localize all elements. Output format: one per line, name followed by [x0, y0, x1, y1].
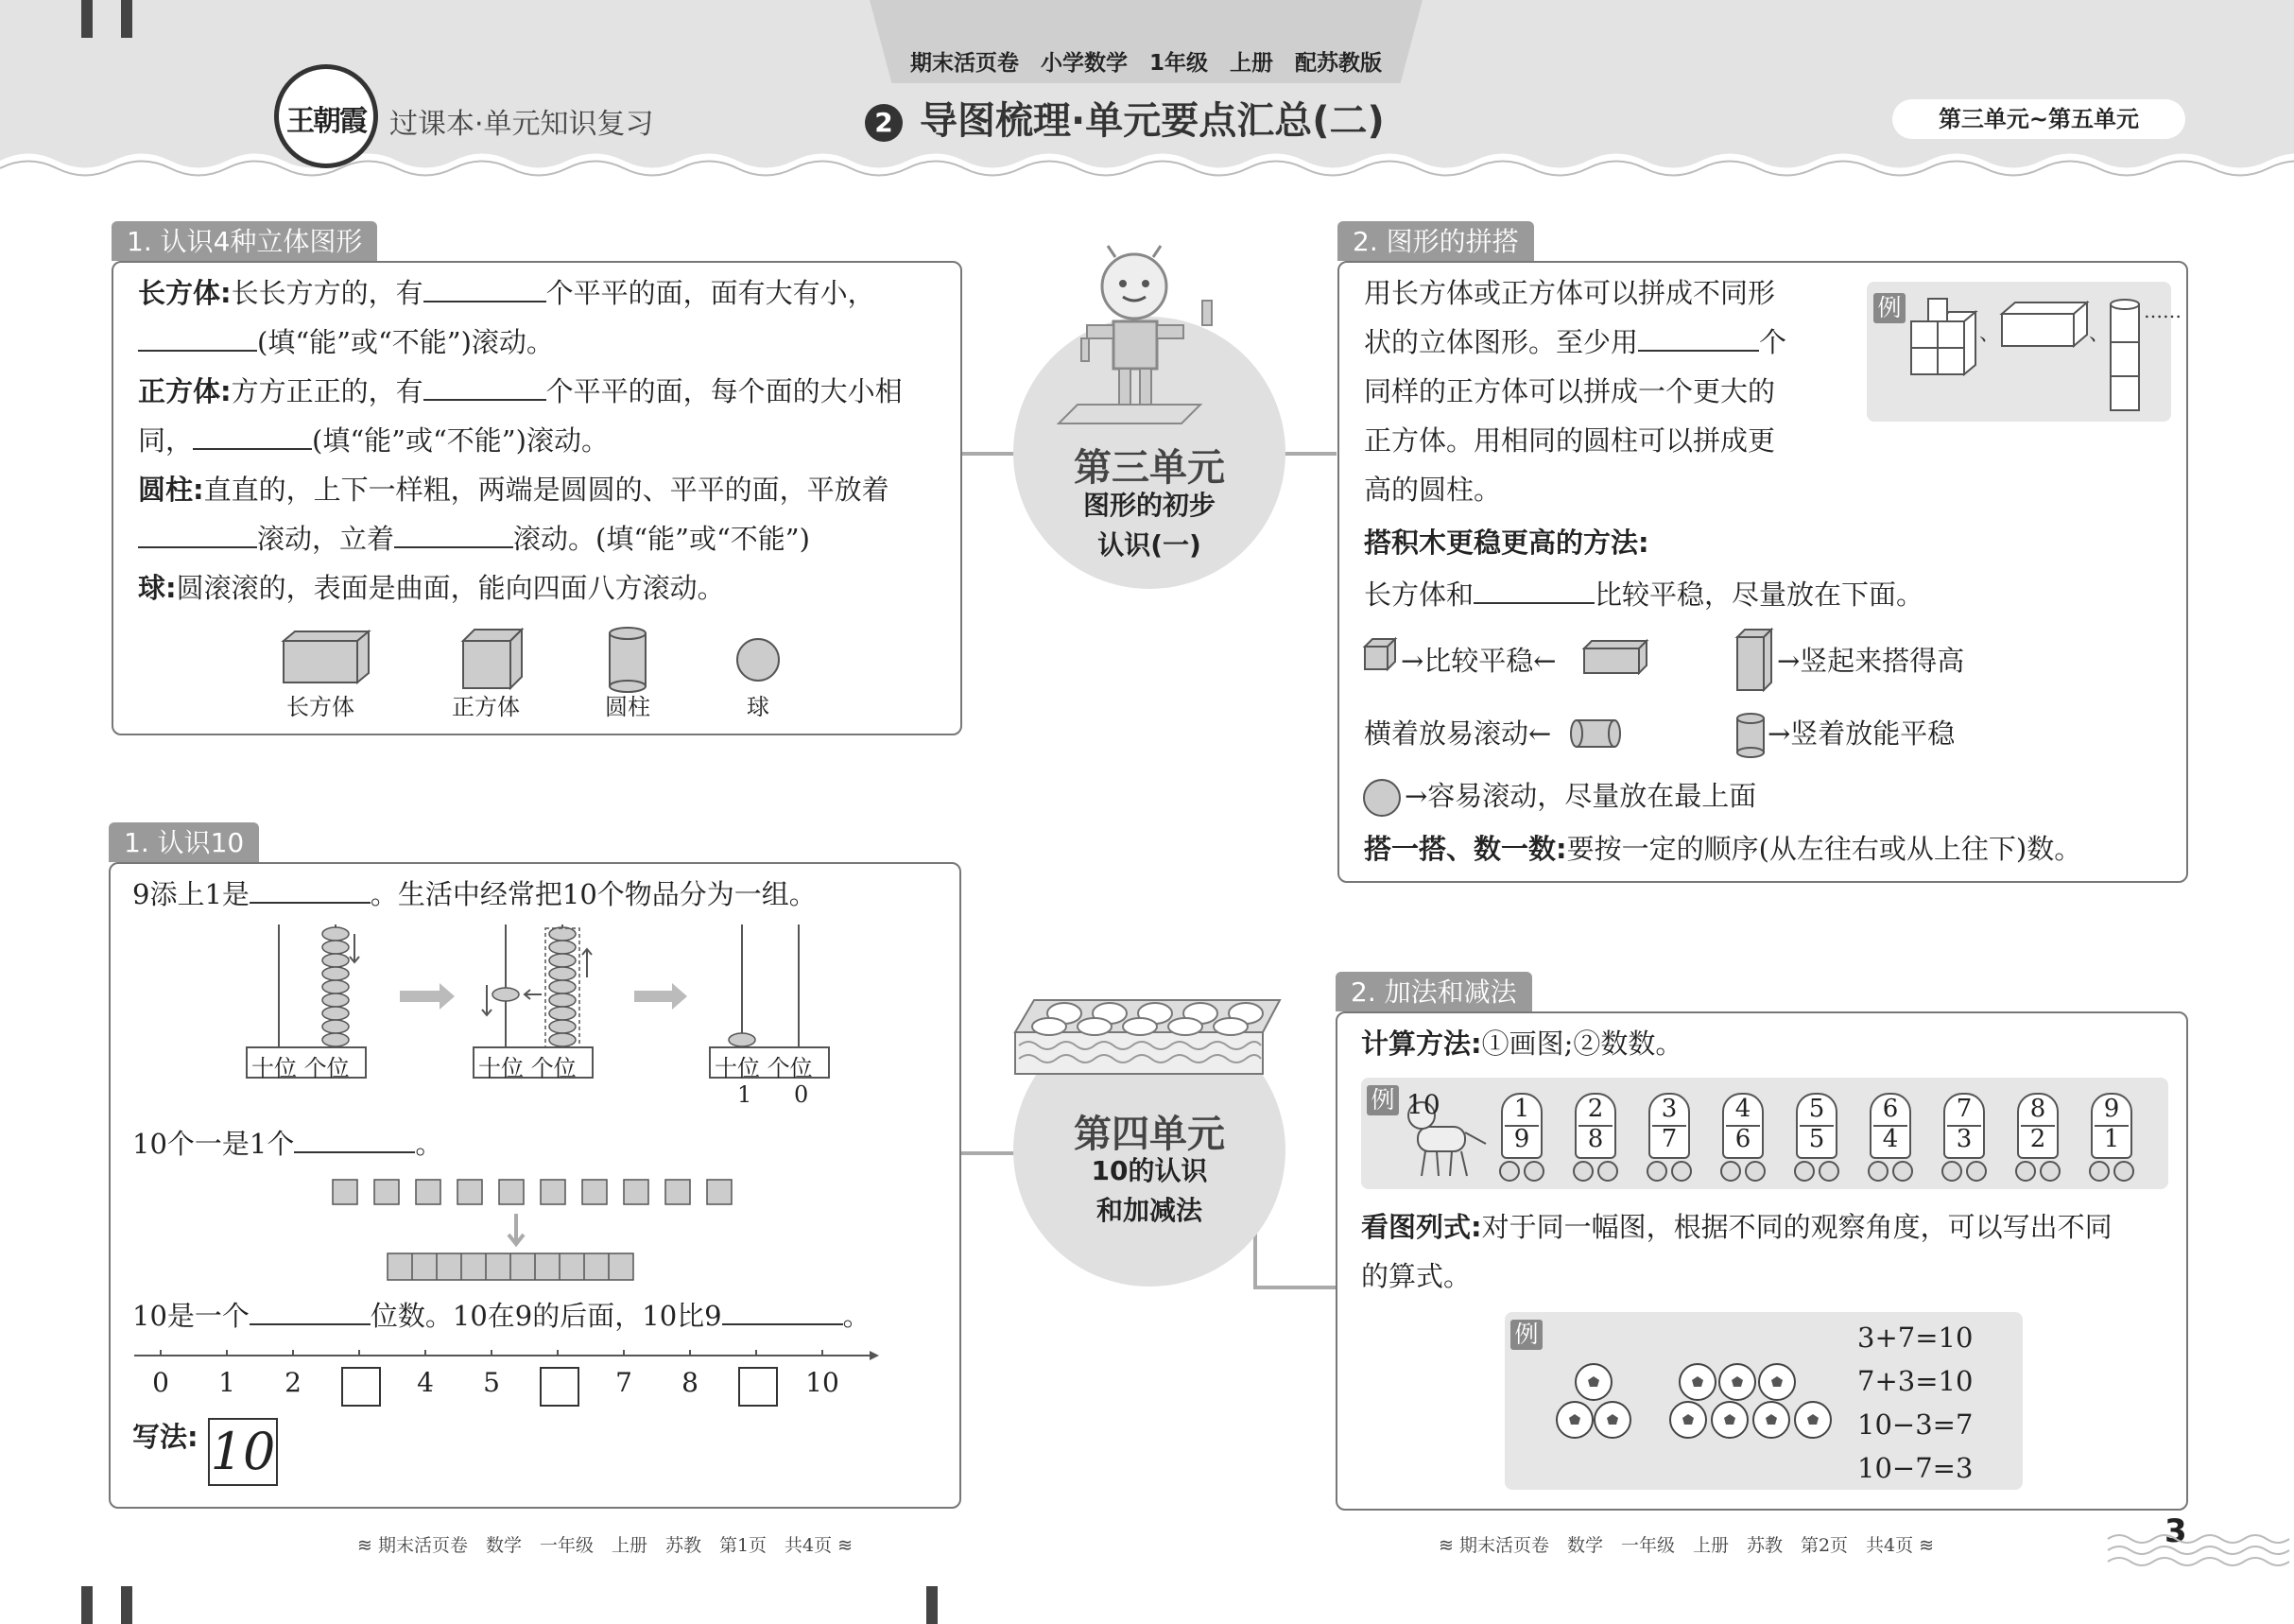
unit4-subtitle: 10的认识	[1091, 1155, 1208, 1186]
equation: 10−3=7	[1857, 1408, 1974, 1441]
answer-blank[interactable]	[722, 1295, 843, 1325]
abacus-place-label: 十位 个位	[478, 1055, 577, 1081]
example-label: 例	[1367, 1085, 1399, 1115]
footer-wave	[2108, 1529, 2294, 1577]
number-line-label: 1	[218, 1367, 235, 1398]
cart-bottom-number: 8	[1587, 1125, 1604, 1153]
shape-label: 圆柱	[605, 694, 650, 720]
nine-plus-one-line: 9添上1是 。生活中经常把10个物品分为一组。	[132, 870, 817, 919]
equation: 7+3=10	[1857, 1365, 1974, 1397]
egg-carton-illustration	[1015, 994, 1280, 1080]
number-line-label: 10	[805, 1367, 839, 1398]
connector-line	[1282, 452, 1337, 456]
cart-top-number: 6	[1882, 1095, 1899, 1123]
equation: 10−7=3	[1857, 1452, 1974, 1484]
decomposition-cart	[1936, 1093, 1992, 1183]
total-number: 10	[1406, 1089, 1440, 1120]
answer-blank[interactable]	[423, 371, 546, 401]
answer-blank[interactable]	[1638, 321, 1759, 352]
formula-line: 看图列式:对于同一幅图，根据不同的观察角度，可以写出不同	[1361, 1211, 2113, 1243]
wheel-icon	[1794, 1161, 1815, 1182]
connector-line	[960, 1151, 1017, 1155]
stack-method-heading: 搭积木更稳更高的方法:	[1364, 527, 1649, 559]
binding-mark	[926, 1586, 938, 1624]
decomposition-cart	[1567, 1093, 1624, 1183]
brand-logo: 王朝霞	[274, 64, 378, 168]
cart-bottom-number: 1	[2103, 1125, 2120, 1153]
wheel-icon	[1966, 1161, 1987, 1182]
cart-top-number: 5	[1808, 1095, 1825, 1123]
ones-digit: 0	[794, 1081, 809, 1108]
cart-top-number: 4	[1734, 1095, 1751, 1123]
cart-bottom-number: 9	[1513, 1125, 1530, 1153]
unit4-title: 第四单元	[1074, 1113, 1225, 1156]
decomposition-cart	[1715, 1093, 1771, 1183]
page-number: 3	[2165, 1512, 2187, 1550]
cart-bottom-number: 7	[1661, 1125, 1678, 1153]
unit3-subtitle: 认识(一)	[1097, 529, 1201, 561]
number-line-label: 0	[152, 1367, 169, 1398]
formula-line: 的算式。	[1361, 1260, 1472, 1292]
wheel-icon	[1524, 1161, 1544, 1182]
wheel-icon	[1597, 1161, 1618, 1182]
answer-blank[interactable]	[138, 518, 257, 548]
wheel-icon	[1745, 1161, 1766, 1182]
wheel-icon	[1868, 1161, 1889, 1182]
stability-note: →容易滚动，尽量放在最上面	[1405, 780, 1757, 812]
combine-text: 正方体。用相同的圆柱可以拼成更	[1364, 424, 1776, 457]
sphere-line: 球:圆滚滚的，表面是曲面，能向四面八方滚动。	[138, 572, 725, 604]
number-line-label: 2	[285, 1367, 302, 1398]
footer-left: ≋ 期末活页卷 数学 一年级 上册 苏教 第1页 共4页 ≋	[357, 1535, 854, 1556]
standing-cylinder-icon	[1733, 711, 1768, 758]
cube-roll-line: 同， (填“能”或“不能”)滚动。	[138, 416, 609, 465]
decomposition-cart	[2009, 1093, 2066, 1183]
section-tag-addsub: 2. 加法和减法	[1336, 972, 1532, 1011]
section-title: 2 导图梳理·单元要点汇总(二)	[865, 91, 1385, 145]
course-label: 过课本·单元知识复习	[389, 108, 654, 141]
connector-line	[1253, 1286, 1337, 1289]
number-line-labels	[132, 1361, 879, 1408]
svg-text:……: ……	[2144, 300, 2182, 322]
wheel-icon	[2113, 1161, 2134, 1182]
wheel-icon	[1720, 1161, 1741, 1182]
robot-illustration	[1059, 244, 1229, 433]
equation-list	[1857, 1316, 1973, 1490]
abacus-place-label: 十位 个位	[715, 1055, 813, 1081]
wheel-icon	[2089, 1161, 2110, 1182]
wheel-icon	[2040, 1161, 2061, 1182]
cuboid-line: 长方体:长长方方的，有 个平平的面，面有大有小，	[138, 268, 875, 318]
combine-text: 高的圆柱。	[1364, 474, 1502, 506]
cart-bottom-number: 3	[1956, 1125, 1973, 1153]
svg-text:、: 、	[1979, 322, 2001, 346]
section-tag-ten: 1. 认识10	[109, 822, 259, 862]
decomposition-cart	[2083, 1093, 2140, 1183]
cart-top-number: 2	[1587, 1095, 1604, 1123]
ten-ones-line: 10个一是1个 。	[132, 1119, 442, 1168]
cuboid-roll-line: (填“能”或“不能”)滚动。	[138, 318, 554, 367]
stability-note: →比较平稳←	[1401, 645, 1557, 677]
combine-text: 状的立体图形。至少用 个	[1364, 318, 1786, 367]
write-sample-box: 10	[208, 1418, 278, 1486]
binding-mark	[81, 1586, 93, 1624]
unit3-title: 第三单元	[1074, 446, 1225, 490]
calc-method-line: 计算方法:①画图;②数数。	[1361, 1028, 1683, 1060]
svg-text:、: 、	[2089, 322, 2111, 346]
combine-text: 同样的正方体可以拼成一个更大的	[1364, 375, 1776, 407]
series-title: 期末活页卷 小学数学 1年级 上册 配苏教版	[909, 51, 1382, 76]
binding-mark	[121, 1586, 132, 1624]
solid-shapes-figures	[274, 626, 803, 692]
connector-line	[960, 452, 1017, 456]
write-label: 写法:	[132, 1421, 198, 1453]
number-line-label: 8	[681, 1367, 699, 1398]
shape-label: 长方体	[286, 694, 354, 720]
cart-top-number: 8	[2029, 1095, 2046, 1123]
ten-place-line: 10是一个 位数。10在9的后面，10比9 。	[132, 1291, 871, 1340]
shape-label: 正方体	[452, 694, 520, 720]
wheel-icon	[1671, 1161, 1692, 1182]
example-label: 例	[1873, 293, 1906, 323]
cart-bottom-number: 5	[1808, 1125, 1825, 1153]
unit4-subtitle: 和加减法	[1095, 1195, 1202, 1226]
decomposition-cart	[1641, 1093, 1698, 1183]
example-label: 例	[1510, 1320, 1543, 1350]
abacus-place-label: 十位 个位	[251, 1055, 350, 1081]
decomposition-cart	[1788, 1093, 1845, 1183]
stability-note: 横着放易滚动←	[1364, 717, 1552, 750]
wheel-icon	[1941, 1161, 1962, 1182]
answer-blank[interactable]	[423, 272, 546, 302]
wheel-icon	[1647, 1161, 1667, 1182]
soccer-balls-figure	[1550, 1361, 1853, 1446]
shape-label: 球	[747, 694, 769, 720]
binding-mark	[81, 0, 93, 38]
answer-blank[interactable]	[250, 1295, 371, 1325]
footer-right: ≋ 期末活页卷 数学 一年级 上册 苏教 第2页 共4页 ≋	[1439, 1535, 1935, 1556]
section-tag-solids: 1. 认识4种立体图形	[112, 221, 377, 261]
answer-blank[interactable]	[1474, 574, 1595, 604]
answer-blank[interactable]	[250, 873, 371, 904]
number-line-answer-box[interactable]	[540, 1367, 579, 1407]
stability-note: →竖着放能平稳	[1768, 717, 1956, 750]
answer-blank[interactable]	[394, 518, 513, 548]
cart-bottom-number: 6	[1734, 1125, 1751, 1153]
cart-top-number: 7	[1956, 1095, 1973, 1123]
answer-blank[interactable]	[193, 420, 312, 450]
wheel-icon	[2015, 1161, 2036, 1182]
cube-icon	[1361, 635, 1399, 673]
cart-top-number: 1	[1513, 1095, 1530, 1123]
stack-method-line: 长方体和 比较平稳，尽量放在下面。	[1364, 570, 1923, 619]
answer-blank[interactable]	[138, 321, 257, 352]
ten-cubes-figure	[329, 1172, 745, 1286]
equation: 3+7=10	[1857, 1322, 1974, 1354]
number-line-answer-box[interactable]	[341, 1367, 381, 1407]
cylinder-roll-line: 滚动，立着 滚动。(填“能”或“不能”)	[138, 514, 810, 563]
cart-top-number: 9	[2103, 1095, 2120, 1123]
number-line-label: 5	[483, 1367, 500, 1398]
decomposition-cart	[1493, 1093, 1550, 1183]
tens-digit: 1	[737, 1081, 752, 1108]
unit-range-badge: 第三单元~第五单元	[1892, 99, 2185, 139]
standing-cuboid-icon	[1733, 628, 1775, 694]
cart-bottom-number: 2	[2029, 1125, 2046, 1153]
number-line-answer-box[interactable]	[738, 1367, 778, 1407]
wheel-icon	[1819, 1161, 1839, 1182]
combined-shapes-figure	[1907, 293, 2182, 416]
answer-blank[interactable]	[294, 1123, 415, 1153]
cuboid-icon	[1580, 639, 1648, 677]
section-tag-combine: 2. 图形的拼搭	[1337, 221, 1534, 261]
wheel-icon	[1499, 1161, 1520, 1182]
wheel-icon	[1892, 1161, 1913, 1182]
cylinder-line: 圆柱:直直的，上下一样粗，两端是圆圆的、平平的面，平放着	[138, 474, 889, 506]
combine-text: 用长方体或正方体可以拼成不同形	[1364, 277, 1776, 309]
section-number: 2	[865, 104, 903, 142]
decomposition-cart	[1862, 1093, 1919, 1183]
cart-top-number: 3	[1661, 1095, 1678, 1123]
unit3-subtitle: 图形的初步	[1082, 490, 1216, 521]
lying-cylinder-icon	[1569, 717, 1620, 751]
wheel-icon	[1573, 1161, 1594, 1182]
decomposition-carts	[1493, 1093, 2155, 1187]
sphere-icon	[1361, 777, 1403, 819]
number-line-label: 4	[417, 1367, 434, 1398]
stability-note: →竖起来搭得高	[1777, 645, 1965, 677]
binding-mark	[121, 0, 132, 38]
cart-bottom-number: 4	[1882, 1125, 1899, 1153]
count-method-line: 搭一搭、数一数:要按一定的顺序(从左往右或从上往下)数。	[1364, 833, 2082, 865]
number-line-label: 7	[615, 1367, 632, 1398]
cube-line: 正方体:方方正正的，有 个平平的面，每个面的大小相	[138, 367, 903, 416]
